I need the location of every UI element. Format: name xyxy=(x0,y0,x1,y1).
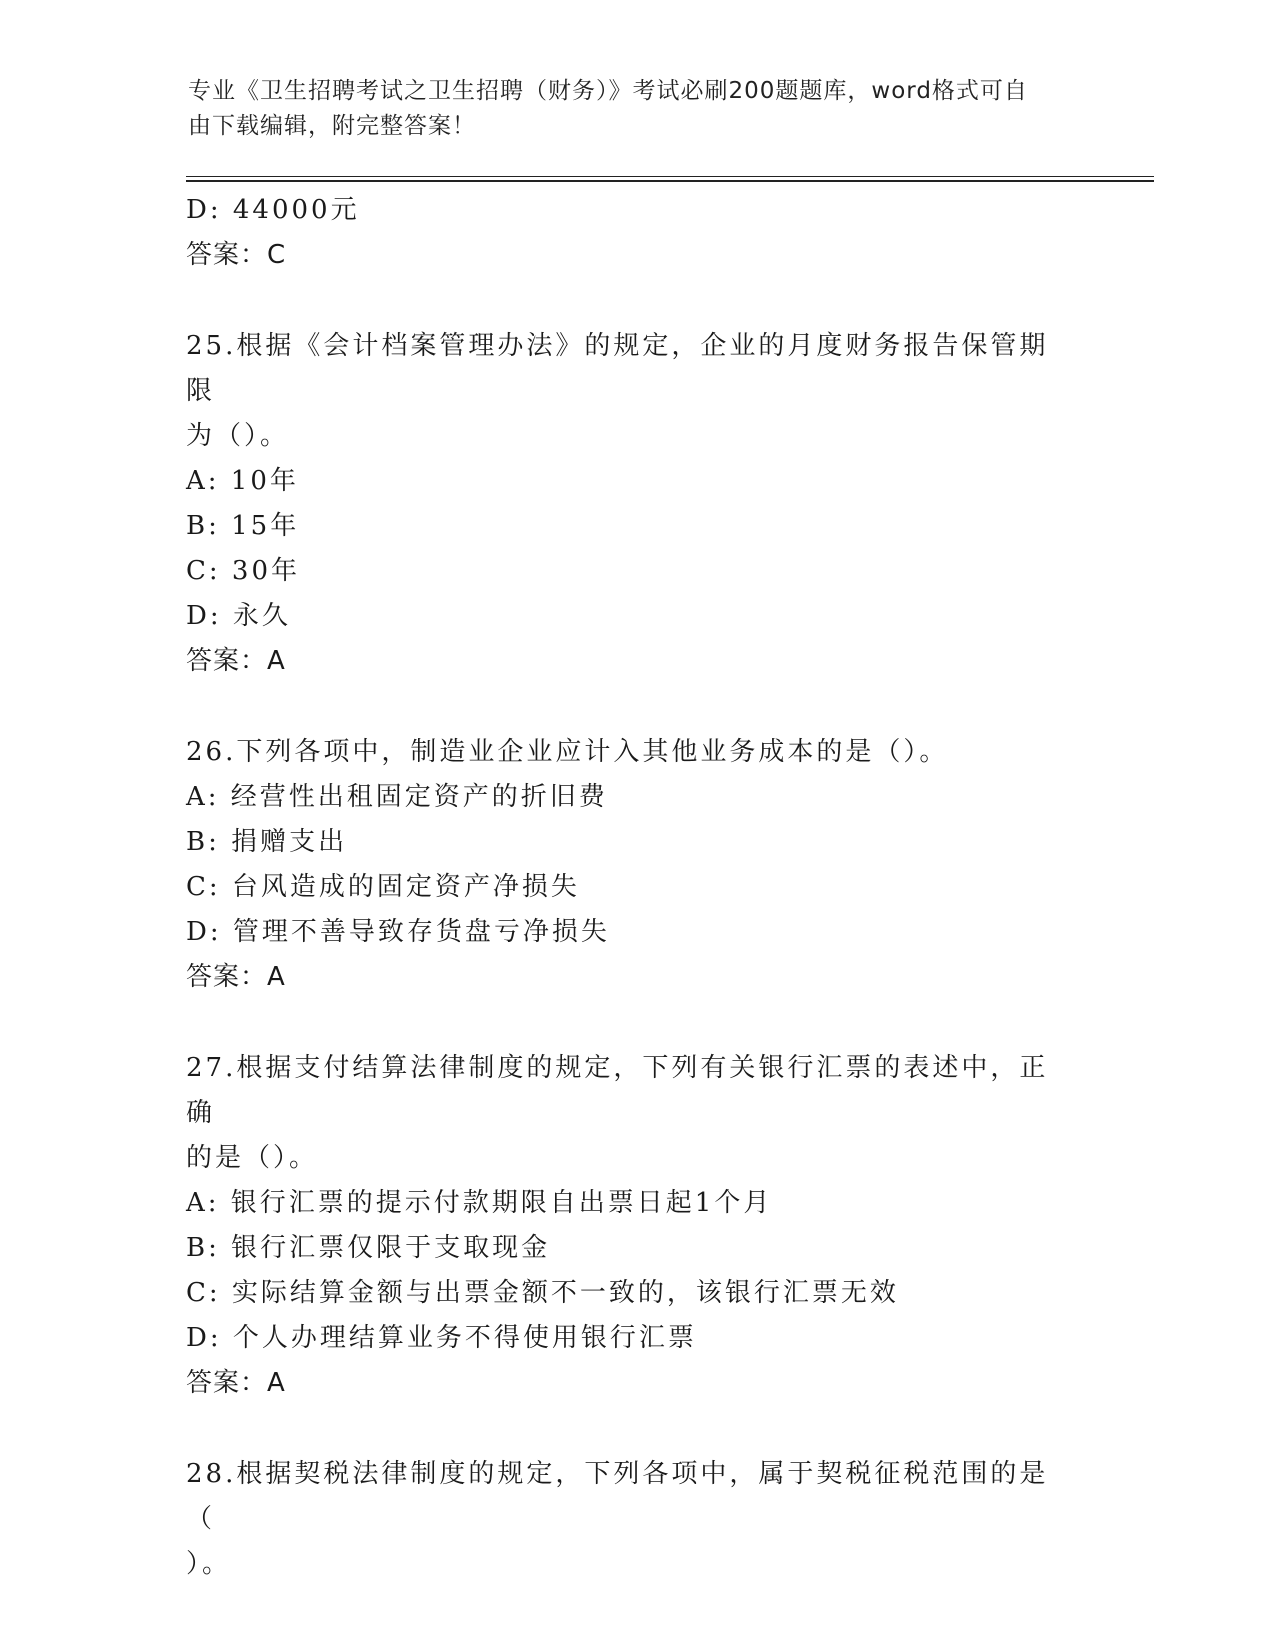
question-stem-line: 25.根据《会计档案管理办法》的规定，企业的月度财务报告保管期限 xyxy=(186,331,1049,406)
question-block xyxy=(186,324,1076,684)
header-line-1: 专业《卫生招聘考试之卫生招聘（财务）》考试必刷200题题库，word格式可自 xyxy=(188,78,1028,104)
option-d: D: 44000元 xyxy=(186,195,360,225)
header-divider-thick xyxy=(186,180,1154,182)
option-d: D: 永久 xyxy=(186,601,291,631)
header-divider-thin xyxy=(186,176,1154,177)
spacer xyxy=(186,1000,1076,1046)
option-a: A: 银行汇票的提示付款期限自出票日起1个月 xyxy=(186,1188,773,1218)
option-c: C: 台风造成的固定资产净损失 xyxy=(186,872,580,902)
option-c: C: 实际结算金额与出票金额不一致的，该银行汇票无效 xyxy=(186,1278,899,1308)
answer-line: 答案：A xyxy=(186,646,286,676)
answer-line: 答案：C xyxy=(186,240,287,270)
option-a: A: 10年 xyxy=(186,466,299,496)
spacer xyxy=(186,278,1076,324)
spacer xyxy=(186,684,1076,730)
option-d: D: 管理不善导致存货盘亏净损失 xyxy=(186,917,610,947)
question-stem-line: 27.根据支付结算法律制度的规定，下列有关银行汇票的表述中，正确 xyxy=(186,1053,1049,1128)
question-stem-line: 的是（）。 xyxy=(186,1143,319,1173)
question-stem-line: ）。 xyxy=(186,1549,232,1579)
spacer xyxy=(186,1406,1076,1452)
question-block xyxy=(186,730,1076,1000)
option-b: B: 捐赠支出 xyxy=(186,827,348,857)
question-list xyxy=(186,188,1076,1587)
question-stem-line: 为（）。 xyxy=(186,421,290,451)
question-stem-line: 26.下列各项中，制造业企业应计入其他业务成本的是（）。 xyxy=(186,737,949,767)
option-b: B: 15年 xyxy=(186,511,300,541)
option-d: D: 个人办理结算业务不得使用银行汇票 xyxy=(186,1323,697,1353)
option-c: C: 30年 xyxy=(186,556,301,586)
answer-line: 答案：A xyxy=(186,1368,286,1398)
option-b: B: 银行汇票仅限于支取现金 xyxy=(186,1233,551,1263)
header-line-2: 由下载编辑，附完整答案！ xyxy=(188,113,476,139)
question-block xyxy=(186,1046,1076,1406)
option-a: A: 经营性出租固定资产的折旧费 xyxy=(186,782,608,812)
question-stem-line: 28.根据契税法律制度的规定，下列各项中，属于契税征税范围的是（ xyxy=(186,1459,1049,1534)
answer-line: 答案：A xyxy=(186,962,286,992)
page-header xyxy=(188,74,1078,144)
question-block xyxy=(186,1452,1076,1587)
